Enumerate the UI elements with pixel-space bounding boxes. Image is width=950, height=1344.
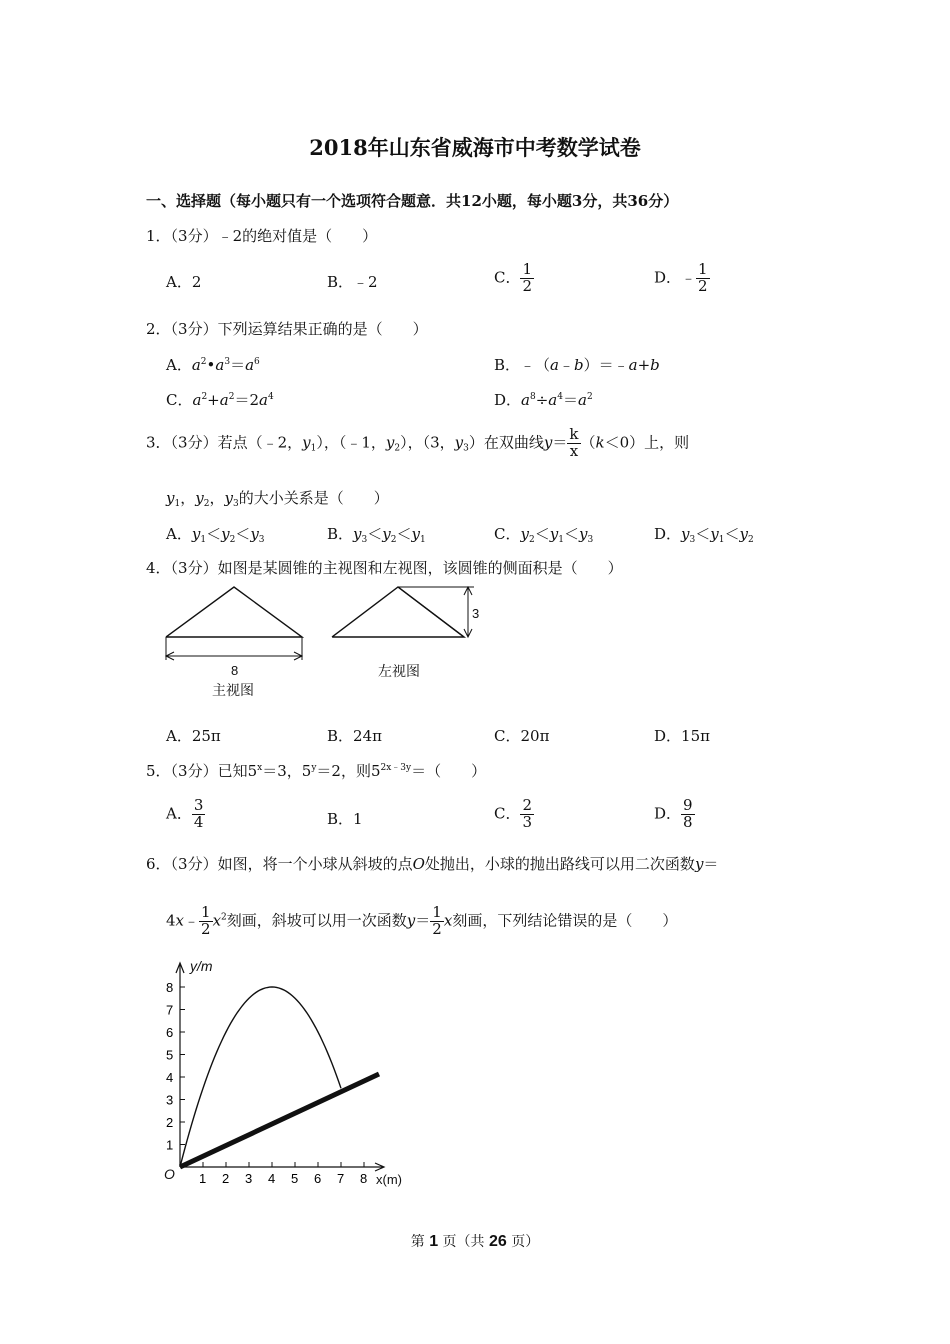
q5-text-a: 已知5 xyxy=(217,762,258,780)
q3-text-e: （ xyxy=(580,433,596,452)
q3-text-a: 若点（﹣2， xyxy=(217,433,303,452)
q5-option-c xyxy=(494,798,534,831)
side-view-triangle xyxy=(332,587,464,637)
question-text: ﹣2的绝对值是（ ） xyxy=(217,227,378,245)
question-score: （3分） xyxy=(170,320,218,338)
q4-option-a: A．25π xyxy=(166,727,221,745)
denominator: 2 xyxy=(522,276,533,295)
question-score: （3分） xyxy=(170,762,218,780)
q1-option-b: B．﹣2 xyxy=(327,273,378,291)
denominator: x xyxy=(567,443,580,460)
question-score: （3分） xyxy=(170,433,218,452)
q3-text-d: ）在双曲线 xyxy=(468,433,544,452)
question-number: 3． xyxy=(146,433,171,452)
numerator: 1 xyxy=(201,903,211,921)
footer-text-b: 页（共 xyxy=(442,1234,485,1250)
y-tick-label: 8 xyxy=(166,980,174,995)
q3-option-d: D．$y_3<y_1<y_2$ xyxy=(654,525,754,545)
numerator: k xyxy=(569,425,579,443)
page-number: 1 xyxy=(429,1233,439,1250)
denominator: 2 xyxy=(432,919,442,938)
question-number: 1． xyxy=(146,227,171,245)
y-tick-label: 2 xyxy=(166,1115,174,1130)
q3-option-c: C．$y_2<y_1<y_3$ xyxy=(494,525,594,545)
q3-line2-text: 的大小关系是（ ） xyxy=(238,489,389,507)
front-view-label: 主视图 xyxy=(212,682,254,698)
question-score: （3分） xyxy=(170,227,218,245)
q5-text-c: ＝2，则5 xyxy=(316,762,381,780)
q6-text-a: 如图，将一个小球从斜坡的点 xyxy=(217,855,413,873)
fraction xyxy=(681,798,695,831)
numerator: 1 xyxy=(432,903,442,921)
x-tick-label: 4 xyxy=(268,1171,276,1186)
question-5 xyxy=(146,760,486,781)
q2-option-a: A．$a^2•a^3=a^6$ xyxy=(166,356,260,374)
x-tick-label: 6 xyxy=(314,1171,322,1186)
cone-views-figure xyxy=(160,582,490,702)
question-2 xyxy=(146,318,428,339)
q2-option-c: C．$a^2+a^2=2a^4$ xyxy=(166,391,274,409)
question-3: 3．（3分）若点（﹣2，$y_1$），（﹣1，$y_2$），（3，$y_3$）在双曲线y＝ $\frac{k}{x}$ （k＜0）上，则 xyxy=(146,425,690,460)
question-score: （3分） xyxy=(170,559,218,577)
q3-line-2: $y_1$，$y_2$，$y_3$的大小关系是（ ） xyxy=(166,489,389,509)
q2-option-b: B．﹣（a﹣b）＝﹣a+b xyxy=(494,356,660,374)
option-label: D． xyxy=(654,804,682,823)
question-number: 4． xyxy=(146,559,171,577)
x-tick-label: 5 xyxy=(291,1171,299,1186)
y-tick-label: 6 xyxy=(166,1025,174,1040)
q4-option-c: C．20π xyxy=(494,727,550,745)
option-label: C． xyxy=(494,268,521,287)
question-number: 6． xyxy=(146,855,171,873)
y-axis-label: y/m xyxy=(190,958,213,974)
option-label: C． xyxy=(166,391,193,409)
denominator: 2 xyxy=(201,919,211,938)
option-label: A． xyxy=(166,804,192,823)
q3-text-c: ），（3， xyxy=(400,433,455,452)
x-axis-label: x(m) xyxy=(376,1172,402,1187)
side-view-slant xyxy=(398,587,464,637)
numerator: 1 xyxy=(698,260,708,278)
point-o: O xyxy=(412,855,425,873)
footer-text-a: 第 xyxy=(410,1234,425,1250)
q5-option-b: B．1 xyxy=(327,810,363,828)
origin-label: O xyxy=(164,1166,175,1182)
q6-text-b: 处抛出，小球的抛出路线可以用二次函数 xyxy=(424,855,695,873)
q5-option-d xyxy=(654,798,695,831)
x-tick-label: 1 xyxy=(199,1171,207,1186)
option-label: B． xyxy=(494,356,521,374)
q3-text-b: ），（﹣1， xyxy=(316,433,386,452)
height-label: 3 xyxy=(472,606,480,621)
y-tick-label: 4 xyxy=(166,1070,174,1085)
denominator: 8 xyxy=(683,812,693,831)
section-heading: 一、选择题（每小题只有一个选项符合题意．共12小题，每小题3分，共36分） xyxy=(146,192,679,210)
option-label: B． xyxy=(327,525,354,543)
option-label: A． xyxy=(166,525,192,543)
denominator: 3 xyxy=(522,812,533,831)
q3-option-b: B．$y_3<y_2<y_1$ xyxy=(327,525,426,545)
width-label: 8 xyxy=(231,663,239,678)
fraction-half xyxy=(199,905,213,938)
numerator: 9 xyxy=(683,796,693,814)
q3-text-f: ＜0）上，则 xyxy=(604,433,690,452)
fraction xyxy=(520,262,534,295)
fraction xyxy=(696,262,710,295)
q6-line2-a: 刻画，斜坡可以用一次函数 xyxy=(226,911,407,930)
slope-line xyxy=(180,1074,379,1167)
x-tick-label: 3 xyxy=(245,1171,253,1186)
q4-option-b: B．24π xyxy=(327,727,382,745)
minus-sign: ﹣ xyxy=(681,268,697,287)
option-label: C． xyxy=(494,525,521,543)
q5-text-b: ＝3，5 xyxy=(262,762,312,780)
exponent-y: y xyxy=(311,763,317,773)
q5-text-d: ＝（ ） xyxy=(411,762,487,780)
q6-line-2: 4x﹣ $\frac{1}{2}$ $x^2$刻画，斜坡可以用一次函数y＝ $\frac{1}{2}$ x刻画，下列结论错误的是（ ） xyxy=(166,903,678,938)
q4-option-d: D．15π xyxy=(654,727,710,745)
fraction-k-over-x xyxy=(567,427,580,460)
question-text: 下列运算结果正确的是（ ） xyxy=(217,320,428,338)
x-tick-label: 2 xyxy=(222,1171,230,1186)
y-tick-label: 3 xyxy=(166,1092,174,1108)
fraction xyxy=(192,798,206,831)
question-text: 如图是某圆锥的主视图和左视图，该圆锥的侧面积是（ ） xyxy=(217,559,623,577)
page-title: 2018年山东省威海市中考数学试卷 xyxy=(309,135,641,160)
q2-option-d: D．$a^8\div a^4=a^2$ xyxy=(494,391,593,409)
fraction xyxy=(520,798,534,831)
x-tick-label: 8 xyxy=(360,1171,368,1186)
side-view-label: 左视图 xyxy=(378,663,420,679)
q1-option-c xyxy=(494,262,534,295)
exponent-x: x xyxy=(257,763,263,773)
question-1 xyxy=(146,225,377,246)
question-4 xyxy=(146,557,623,578)
front-view-triangle xyxy=(166,587,302,637)
numerator: 2 xyxy=(522,796,533,814)
exponent-2x-3y: 2x﹣3y xyxy=(380,763,412,773)
parabola-slope-graph xyxy=(155,955,425,1195)
denominator: 2 xyxy=(698,276,708,295)
q3-option-a: A．$y_1<y_2<y_3$ xyxy=(166,525,265,545)
denominator: 4 xyxy=(193,812,204,831)
parabola-curve xyxy=(180,987,341,1167)
footer-text-c: 页） xyxy=(511,1234,540,1250)
q5-option-a xyxy=(166,798,205,831)
question-number: 2． xyxy=(146,320,171,338)
q1-option-d xyxy=(654,262,710,295)
axis-ticks xyxy=(166,980,367,1186)
y-tick-label: 1 xyxy=(166,1137,174,1153)
y-tick-label: 5 xyxy=(166,1047,174,1063)
option-label: D． xyxy=(494,391,522,409)
question-6: 6．（3分）如图，将一个小球从斜坡的点O处抛出，小球的抛出路线可以用二次函数y＝ xyxy=(146,855,719,873)
page-footer xyxy=(0,1231,950,1251)
question-number: 5． xyxy=(146,762,171,780)
option-label: C． xyxy=(494,804,521,823)
option-label: D． xyxy=(654,268,682,287)
numerator: 3 xyxy=(193,796,204,814)
option-label: D． xyxy=(654,525,682,543)
y-tick-label: 7 xyxy=(166,1002,174,1018)
x-tick-label: 7 xyxy=(337,1171,345,1186)
page-total: 26 xyxy=(489,1233,507,1250)
option-label: A． xyxy=(166,356,192,374)
numerator: 1 xyxy=(522,260,533,278)
question-score: （3分） xyxy=(170,855,218,873)
q1-option-a: A．2 xyxy=(166,273,202,291)
fraction-half xyxy=(430,905,444,938)
q6-line2-b: 刻画，下列结论错误的是（ ） xyxy=(452,911,678,930)
